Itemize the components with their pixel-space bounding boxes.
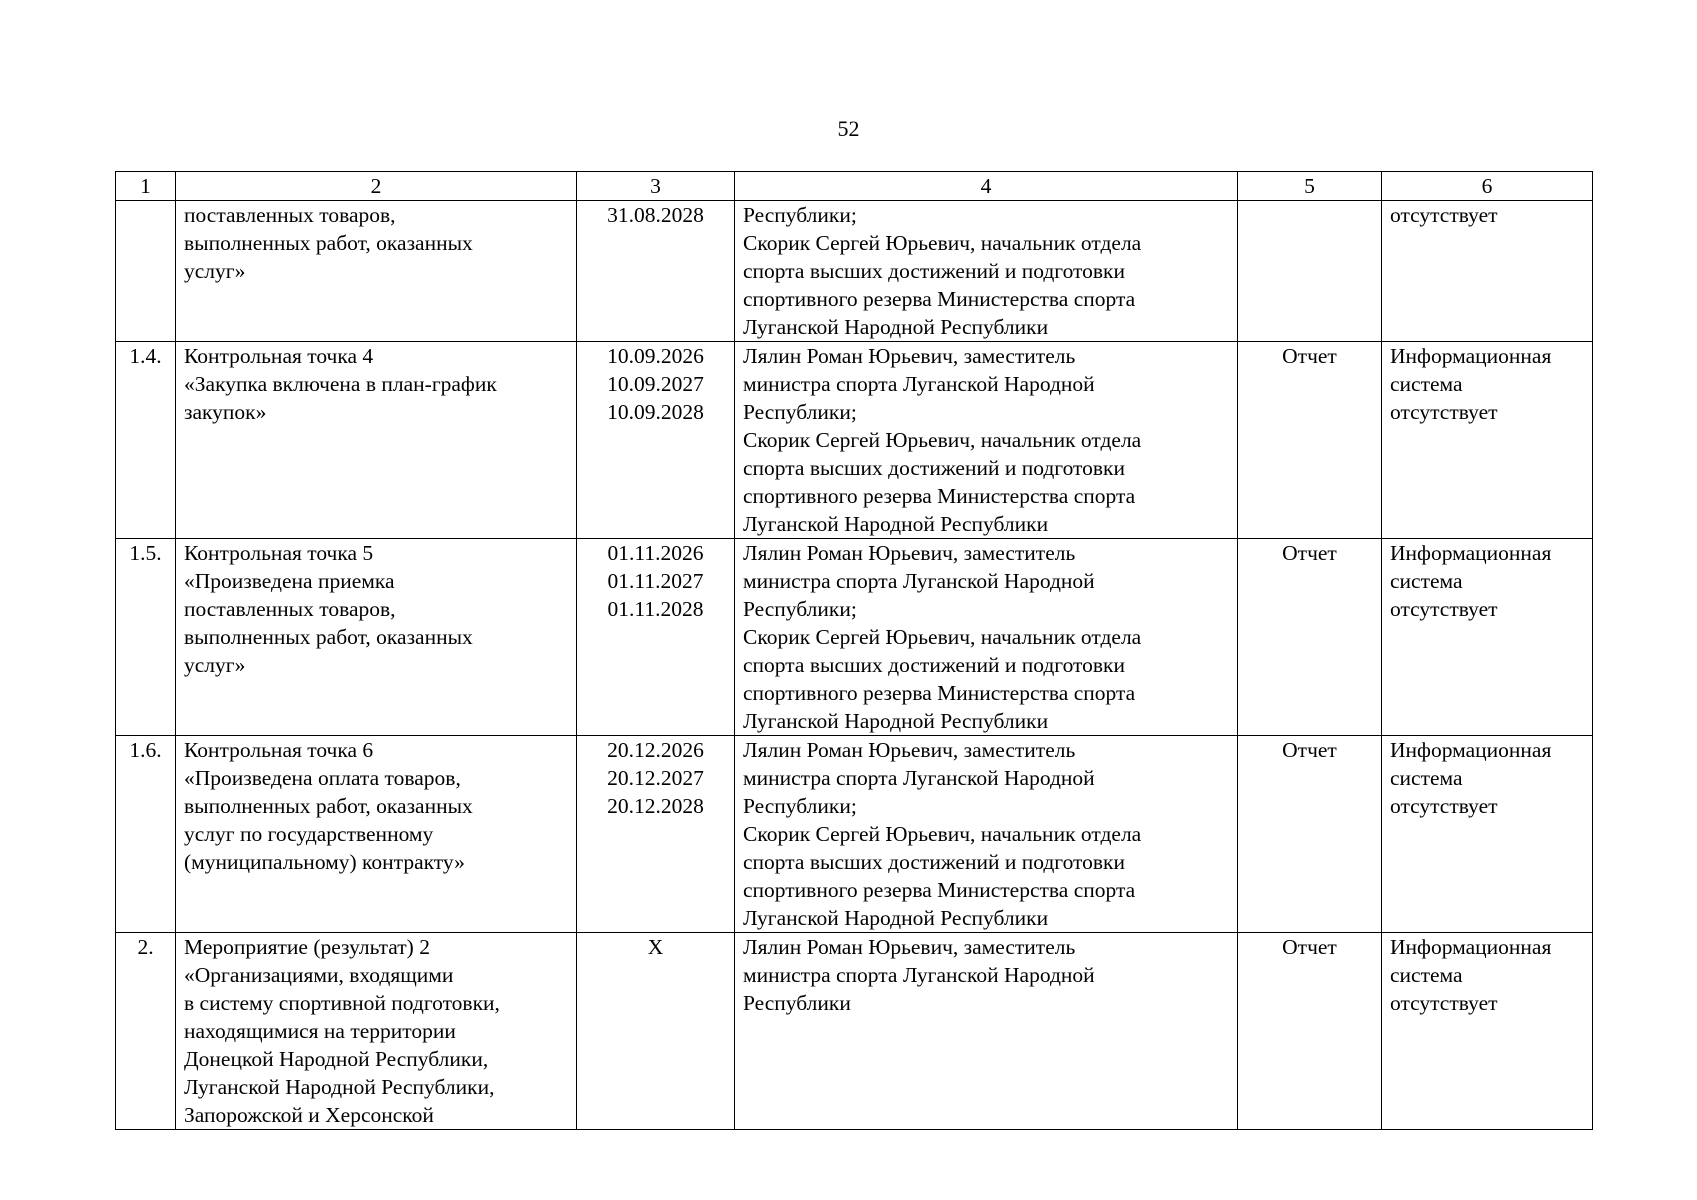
- deadline-dates: [577, 342, 735, 539]
- item-name-line: в систему спортивной подготовки,: [184, 991, 500, 1015]
- responsible-line: Скорик Сергей Юрьевич, начальник отдела: [743, 625, 1142, 649]
- item-name-line: услуг»: [184, 259, 246, 283]
- information-system-line: Информационная: [1390, 541, 1552, 565]
- row-number: 1.5.: [116, 539, 176, 736]
- responsible-line: спортивного резерва Министерства спорта: [743, 287, 1136, 311]
- responsible-line: министра спорта Луганской Народной: [743, 766, 1095, 790]
- responsible-line: Республики: [743, 991, 851, 1015]
- table-row: [116, 342, 1593, 539]
- responsible-line: Луганской Народной Республики: [743, 709, 1049, 733]
- item-name: [176, 342, 577, 539]
- responsible-line: спорта высших достижений и подготовки: [743, 653, 1126, 677]
- responsible-line: спортивного резерва Министерства спорта: [743, 484, 1136, 508]
- item-name-line: поставленных товаров,: [184, 597, 396, 621]
- responsible-line: Лялин Роман Юрьевич, заместитель: [743, 541, 1076, 565]
- row-number: 1.6.: [116, 736, 176, 933]
- deadline-dates: [577, 736, 735, 933]
- column-header: 5: [1238, 172, 1382, 201]
- item-name-line: выполненных работ, оказанных: [184, 794, 473, 818]
- deadline-date: 10.09.2026: [607, 344, 704, 368]
- table-header-row: [116, 172, 1593, 201]
- information-system-line: отсутствует: [1390, 991, 1498, 1015]
- information-system-line: отсутствует: [1390, 794, 1498, 818]
- responsible-line: Скорик Сергей Юрьевич, начальник отдела: [743, 822, 1142, 846]
- responsible-persons: [735, 342, 1238, 539]
- deadline-date: 01.11.2028: [607, 597, 704, 621]
- responsible-line: министра спорта Луганской Народной: [743, 569, 1095, 593]
- item-name-line: Контрольная точка 6: [184, 738, 374, 762]
- information-system-line: система: [1390, 372, 1463, 396]
- responsible-line: Скорик Сергей Юрьевич, начальник отдела: [743, 428, 1142, 452]
- deadline-date: 10.09.2028: [607, 400, 704, 424]
- item-name: [176, 933, 577, 1130]
- deadline-date: Х: [647, 935, 664, 959]
- page-number: 52: [837, 116, 860, 141]
- deadline-date: 10.09.2027: [607, 372, 704, 396]
- item-name-line: выполненных работ, оказанных: [184, 231, 473, 255]
- responsible-line: Луганской Народной Республики: [743, 906, 1049, 930]
- item-name-line: выполненных работ, оказанных: [184, 625, 473, 649]
- item-name-line: «Произведена оплата товаров,: [184, 766, 461, 790]
- responsible-line: Луганской Народной Республики: [743, 512, 1049, 536]
- deadline-dates: [577, 933, 735, 1130]
- information-system-line: система: [1390, 569, 1463, 593]
- row-number: [116, 201, 176, 342]
- document-type: [1238, 201, 1382, 342]
- document-type: Отчет: [1238, 933, 1382, 1130]
- item-name-line: поставленных товаров,: [184, 203, 396, 227]
- information-system: [1382, 539, 1593, 736]
- deadline-date: 31.08.2028: [607, 203, 704, 227]
- column-header: 2: [176, 172, 577, 201]
- responsible-line: Республики;: [743, 203, 857, 227]
- responsible-persons: [735, 736, 1238, 933]
- responsible-line: Лялин Роман Юрьевич, заместитель: [743, 738, 1076, 762]
- control-points-table: [115, 171, 1593, 1130]
- item-name: [176, 201, 577, 342]
- item-name-line: услуг»: [184, 653, 246, 677]
- responsible-line: Республики;: [743, 400, 857, 424]
- information-system: [1382, 201, 1593, 342]
- item-name-line: Луганской Народной Республики,: [184, 1075, 495, 1099]
- item-name-line: «Организациями, входящими: [184, 963, 454, 987]
- responsible-line: спорта высших достижений и подготовки: [743, 850, 1126, 874]
- item-name-line: (муниципальному) контракту»: [184, 850, 465, 874]
- row-number: 2.: [116, 933, 176, 1130]
- information-system-line: система: [1390, 766, 1463, 790]
- row-number: 1.4.: [116, 342, 176, 539]
- responsible-line: министра спорта Луганской Народной: [743, 963, 1095, 987]
- information-system-line: отсутствует: [1390, 597, 1498, 621]
- document-type: Отчет: [1238, 342, 1382, 539]
- information-system: [1382, 736, 1593, 933]
- column-header: 1: [116, 172, 176, 201]
- responsible-line: Республики;: [743, 597, 857, 621]
- item-name-line: Контрольная точка 5: [184, 541, 374, 565]
- item-name: [176, 736, 577, 933]
- information-system-line: Информационная: [1390, 738, 1552, 762]
- item-name-line: «Произведена приемка: [184, 569, 395, 593]
- responsible-line: Лялин Роман Юрьевич, заместитель: [743, 935, 1076, 959]
- item-name-line: Контрольная точка 4: [184, 344, 374, 368]
- deadline-date: 20.12.2027: [607, 766, 704, 790]
- item-name-line: услуг по государственному: [184, 822, 434, 846]
- table-row: [116, 933, 1593, 1130]
- information-system-line: отсутствует: [1390, 203, 1498, 227]
- deadline-date: 20.12.2028: [607, 794, 704, 818]
- responsible-line: спорта высших достижений и подготовки: [743, 456, 1126, 480]
- column-header: 3: [577, 172, 735, 201]
- responsible-line: Луганской Народной Республики: [743, 315, 1049, 339]
- column-header: 4: [735, 172, 1238, 201]
- document-type: Отчет: [1238, 539, 1382, 736]
- item-name-line: Запорожской и Херсонской: [184, 1103, 434, 1127]
- responsible-line: спортивного резерва Министерства спорта: [743, 681, 1136, 705]
- table-row: [116, 539, 1593, 736]
- item-name-line: находящимися на территории: [184, 1019, 456, 1043]
- responsible-line: Лялин Роман Юрьевич, заместитель: [743, 344, 1076, 368]
- deadline-dates: [577, 539, 735, 736]
- table-row: [116, 736, 1593, 933]
- responsible-line: Скорик Сергей Юрьевич, начальник отдела: [743, 231, 1142, 255]
- responsible-line: министра спорта Луганской Народной: [743, 372, 1095, 396]
- deadline-dates: [577, 201, 735, 342]
- information-system-line: система: [1390, 963, 1463, 987]
- item-name: [176, 539, 577, 736]
- responsible-persons: [735, 933, 1238, 1130]
- deadline-date: 01.11.2026: [607, 541, 704, 565]
- information-system-line: Информационная: [1390, 935, 1552, 959]
- information-system-line: Информационная: [1390, 344, 1552, 368]
- document-type: Отчет: [1238, 736, 1382, 933]
- responsible-persons: [735, 201, 1238, 342]
- information-system: [1382, 342, 1593, 539]
- item-name-line: Донецкой Народной Республики,: [184, 1047, 489, 1071]
- responsible-persons: [735, 539, 1238, 736]
- information-system: [1382, 933, 1593, 1130]
- deadline-date: 20.12.2026: [607, 738, 704, 762]
- table-row: [116, 201, 1593, 342]
- information-system-line: отсутствует: [1390, 400, 1498, 424]
- deadline-date: 01.11.2027: [607, 569, 704, 593]
- item-name-line: «Закупка включена в план-график: [184, 372, 497, 396]
- item-name-line: Мероприятие (результат) 2: [184, 935, 430, 959]
- item-name-line: закупок»: [184, 400, 267, 424]
- responsible-line: спортивного резерва Министерства спорта: [743, 878, 1136, 902]
- responsible-line: Республики;: [743, 794, 857, 818]
- responsible-line: спорта высших достижений и подготовки: [743, 259, 1126, 283]
- column-header: 6: [1382, 172, 1593, 201]
